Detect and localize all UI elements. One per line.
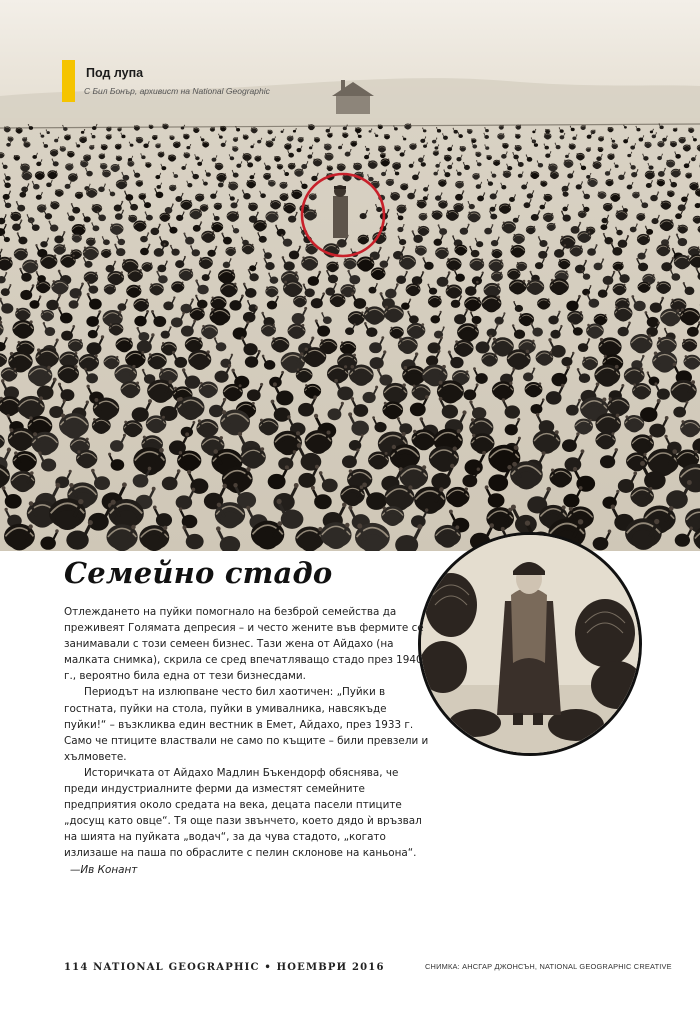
page-folio [64, 962, 385, 973]
article-body [64, 604, 429, 878]
turkey [355, 523, 390, 551]
article-author: —Ив Конант [70, 863, 138, 876]
issue-date: НОЕМВРИ 2016 [276, 962, 385, 973]
section-accent-bar [62, 60, 75, 102]
page-number: 114 [64, 962, 89, 973]
section-title: Под лупа [86, 66, 144, 80]
article-title: Семейно стадо [64, 556, 333, 590]
article-paragraph-2: Периодът на излюпване често бил хаотичен: „Пуйки в гостната, пуйки на стола, пуйки в умивалника, навсякъде пуйки!“ – възкликва един вестник в Емет, Айдахо, през 1933 г. Само че птиците властвали не само по къщите – били превзели и хълмовете. [64, 686, 429, 763]
article-paragraph-3-text: Историчката от Айдахо Мадлин Бъкендорф обяснява, че преди индустриалните ферми да изместят семейните предприятия около средата на века, децата пасели птиците „досущ като овце“. Тя още пази звънчето, което дядо ѝ връзвал на шията на пуйката „водач“, за да чува стадото, „когато излизаше на паша по обраслите с пелин склонове на каньона“. [64, 766, 422, 860]
inset-photo [418, 532, 642, 756]
folio-separator: • [264, 962, 272, 973]
magazine-name: NATIONAL GEOGRAPHIC [93, 962, 260, 973]
section-credit: С Бил Бонър, архивист на National Geographic [84, 86, 270, 96]
inset-woman-illustration [421, 535, 639, 753]
article-paragraph-1: Отлеждането на пуйки помогнало на безброй семейства да преживеят Голямата депресия – и често жените във фермите се занимавали с този семеен бизнес. Тази жена от Айдахо (на малката снимка), скрила се сред впечатляващо стадо през 1940 г., вероятно била една от тези бизнесдами. [64, 606, 424, 683]
article-paragraph-3 [64, 765, 429, 878]
photo-credit: СНИМКА: АНСГАР ДЖОНСЪН, NATIONAL GEOGRAPHIC CREATIVE [425, 962, 672, 971]
